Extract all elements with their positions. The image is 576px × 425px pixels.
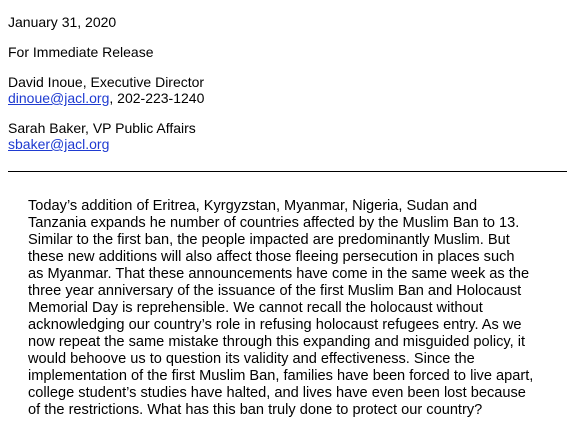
contact-1-name-title: David Inoue, Executive Director (8, 74, 205, 90)
statement-line: Today’s addition of Eritrea, Kyrgyzstan, Myanmar, Nigeria, Sudan and (28, 198, 478, 214)
statement-line: these new additions will also affect those fleeing persecution in places such (28, 249, 515, 265)
statement-line: as Myanmar. That these announcements have come in the same week as the (28, 266, 530, 282)
statement-line: implementation of the first Muslim Ban, families have been forced to live apart, (28, 368, 534, 384)
contact-2-name-title: Sarah Baker, VP Public Affairs (8, 120, 196, 136)
statement-line: Memorial Day is reprehensible. We cannot recall the holocaust without (28, 300, 483, 316)
statement-line: would behoove us to question its validity and effectiveness. Since the (28, 351, 475, 367)
statement-line: three year anniversary of the issuance of the first Muslim Ban and Holocaust (28, 283, 522, 299)
statement-line: college student’s studies have halted, and lives have even been lost because (28, 385, 526, 401)
statement-line: acknowledging our country’s role in refusing holocaust refugees entry. As we (28, 317, 522, 333)
section-divider (8, 171, 567, 172)
contact-1-details (8, 90, 204, 106)
contact-1-email-link[interactable]: dinoue@jacl.org (8, 90, 110, 106)
statement-line: Tanzania expands he number of countries affected by the Muslim Ban to 13. (28, 215, 520, 231)
contact-2-email-link[interactable]: sbaker@jacl.org (8, 136, 110, 152)
release-type: For Immediate Release (8, 44, 154, 60)
statement-line: of the restrictions. What has this ban truly done to protect our country? (28, 402, 483, 418)
contact-2-details (8, 136, 109, 152)
statement-line: now repeat the same mistake through this expanding and misguided policy, it (28, 334, 526, 350)
statement-line: Similar to the first ban, the people impacted are predominantly Muslim. But (28, 232, 510, 248)
release-date: January 31, 2020 (8, 14, 117, 30)
statement-paragraph (28, 198, 568, 419)
contact-1-phone: , 202-223-1240 (109, 90, 205, 106)
